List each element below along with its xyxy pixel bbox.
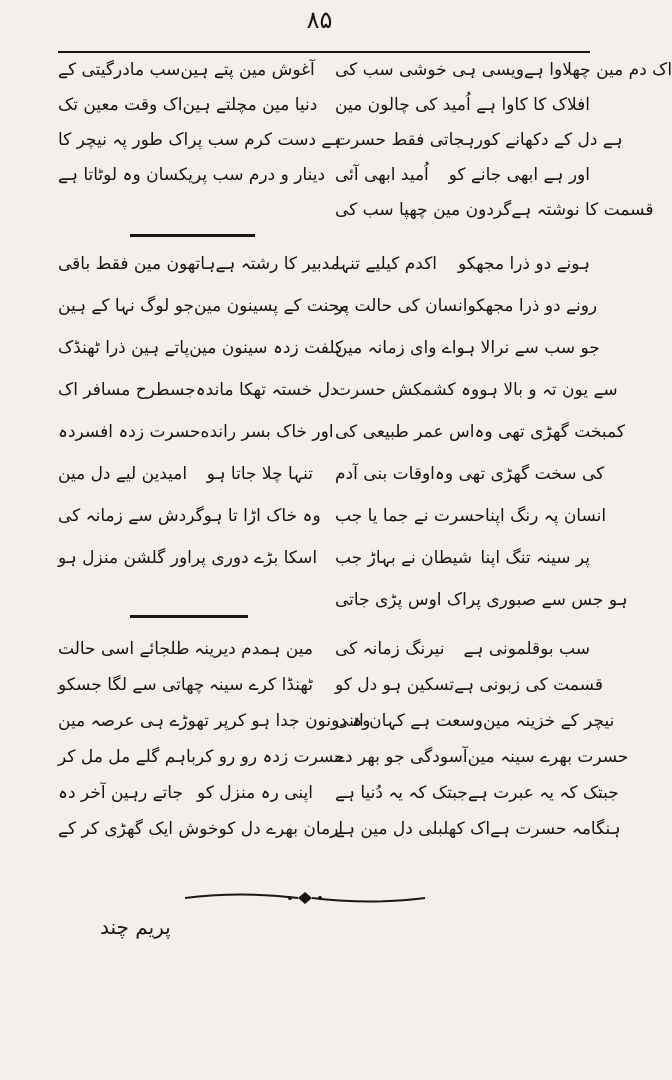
hemistich-fragment: اے وای زمانہ مین xyxy=(335,338,457,358)
hemistich-fragment: امیدین لیے دل مین xyxy=(58,464,188,484)
divider-2 xyxy=(130,615,248,618)
verse-line xyxy=(58,167,590,184)
hemistich-fragment: دل خستہ تھکا ماندہ xyxy=(195,380,338,400)
hemistich-fragment: ہنگامہ حسرت ہے xyxy=(490,819,621,839)
hemistich-fragment: اور ہے ابھی جانے کو xyxy=(448,165,590,185)
verse-line xyxy=(58,130,623,150)
hemistich-fragment: کی سخت گھڑی تھی وہ xyxy=(434,464,605,484)
misra-right xyxy=(58,422,334,442)
misra-left xyxy=(335,747,629,767)
hemistich-fragment: پر تھوڑے ہی عرصہ مین xyxy=(58,711,229,731)
hemistich-fragment: ہے دست کرم سب پر xyxy=(188,130,342,150)
hemistich-fragment: اوقات بنی آدم xyxy=(335,464,435,484)
hemistich-fragment: آسودگی جو بھر دے xyxy=(335,747,468,767)
verse-line xyxy=(58,783,619,803)
hemistich-fragment: حسرت زدہ رو رو کر xyxy=(195,747,345,767)
hemistich-fragment: باہم گلے مل مل کر xyxy=(58,747,196,767)
misra-right xyxy=(58,548,318,568)
misra-right xyxy=(58,785,313,802)
hemistich-fragment: ارمان بھرے دل کو xyxy=(218,819,344,839)
misra-left xyxy=(335,60,672,80)
hemistich-fragment: اور خاک بسر رانده xyxy=(200,422,334,442)
hemistich-fragment: ٹھنڈا کرے سینہ xyxy=(208,675,313,695)
hemistich-fragment: کمبخت گھڑی تھی وہ xyxy=(474,422,625,442)
misra-left xyxy=(335,380,618,400)
hemistich-fragment: رونے دو ذرا مجھکو xyxy=(467,296,598,316)
verse-line xyxy=(58,380,618,400)
hemistich-fragment: قسمت کا نوشتہ ہے xyxy=(511,200,654,220)
hemistich-fragment: اکدم کیلیے تنہا xyxy=(335,254,438,274)
hemistich-fragment: اک وقت معین تک xyxy=(58,95,183,115)
hemistich-fragment: حسرت نے جما یا جب xyxy=(335,506,485,526)
misra-left xyxy=(335,711,615,731)
verse-line xyxy=(58,200,654,220)
hemistich-fragment: تسکین ہو دل کو xyxy=(335,675,455,695)
hemistich-fragment: قسمت کی زبونی ہے xyxy=(454,675,603,695)
misra-left xyxy=(335,783,619,803)
verse-line xyxy=(58,338,600,358)
misra-left xyxy=(335,641,590,658)
hemistich-fragment: جاتے رہین آخر دہ xyxy=(58,783,183,803)
hemistich-fragment: اک طور پہ نیچر کا xyxy=(58,130,189,150)
verse-line xyxy=(58,97,590,114)
hemistich-fragment: وہ خاک اڑا تا ہو xyxy=(203,506,321,526)
misra-right xyxy=(58,506,321,526)
hemistich-fragment: افلاک کا کاوا ہے xyxy=(476,95,590,115)
hemistich-fragment: اسکا بڑے دوری پر xyxy=(191,548,318,568)
hemistich-fragment: ہے دل کے دکھانے کو xyxy=(482,130,623,150)
misra-right xyxy=(58,677,313,694)
hemistich-fragment: پر سینہ تنگ اپنا xyxy=(480,548,590,568)
signature: پریم چند xyxy=(100,915,171,939)
hemistich-fragment: اُمید ابھی آئی xyxy=(335,165,429,185)
misra-left xyxy=(335,675,603,695)
misra-left xyxy=(335,338,600,358)
verse-line xyxy=(58,675,603,695)
page-number: ۸۵ xyxy=(306,6,333,34)
hemistich-fragment: اپنی رہ منزل کو xyxy=(197,783,313,803)
misra-left xyxy=(335,819,621,839)
misra-left xyxy=(335,464,605,484)
hemistich-fragment: یکسان وہ لوٹاتا ہے xyxy=(58,165,194,185)
misra-left xyxy=(335,167,590,184)
misra-right xyxy=(335,590,628,610)
misra-left xyxy=(335,296,598,316)
top-rule xyxy=(58,51,590,53)
misra-right xyxy=(58,130,342,150)
misra-right xyxy=(58,466,313,483)
hemistich-fragment: وہ کشمکش حسرت xyxy=(335,380,480,400)
misra-right xyxy=(58,296,349,316)
hemistich-fragment: تنہا چلا جاتا ہو xyxy=(206,464,313,484)
hemistich-fragment: ویسی ہی خوشی سب کی xyxy=(335,60,524,80)
hemistich-fragment: خوش ایک گھڑی کر کے xyxy=(58,819,219,839)
hemistich-fragment: اور گلشن منزل ہو xyxy=(58,548,192,568)
hemistich-fragment: شیطان نے بہاڑ جب xyxy=(335,548,473,568)
verse-line xyxy=(58,296,598,316)
misra-right xyxy=(335,200,654,220)
hemistich-fragment: دنیا مین مچلتے ہین xyxy=(182,95,318,115)
verse-line xyxy=(58,711,615,731)
hemistich-fragment: اک کھلبلی دل مین ہے xyxy=(335,819,491,839)
hemistich-fragment: وسعت ہے کہان اتنی xyxy=(335,711,483,731)
hemistich-fragment: انسان پہ رنگ اپنا xyxy=(485,506,607,526)
misra-right xyxy=(58,165,326,185)
verse-line xyxy=(58,464,605,484)
misra-left xyxy=(335,130,623,150)
misra-left xyxy=(335,550,590,567)
hemistich-fragment: نیچر کے خزینہ مین xyxy=(482,711,615,731)
hemistich-fragment: کلفت زدہ سینون مین xyxy=(189,338,344,358)
verse-line xyxy=(58,506,607,526)
verse-line xyxy=(58,422,625,442)
hemistich-fragment: ہو جس سے صبوری پر xyxy=(466,590,628,610)
verse-line xyxy=(58,256,590,273)
misra-right xyxy=(58,62,313,79)
divider-1 xyxy=(130,234,255,237)
hemistich-fragment: مین ہمدم دیرینہ xyxy=(194,639,313,659)
hemistich-fragment: اک اوس پڑی جاتی xyxy=(335,590,467,610)
verse-line xyxy=(58,60,672,80)
misra-left xyxy=(335,256,590,273)
misra-right xyxy=(58,641,313,658)
hemistich-fragment: سے یون تہ و بالا ہو xyxy=(479,380,618,400)
hemistich-fragment: ہاتھون مین فقط باقی xyxy=(58,254,216,274)
misra-right xyxy=(58,380,338,400)
hemistich-fragment: گردون مین چھپا سب کی xyxy=(335,200,512,220)
hemistich-fragment: حسرت زدہ افسردہ xyxy=(58,422,201,442)
hemistich-fragment: جو لوگ نہا کے ہین xyxy=(58,296,195,316)
hemistich-fragment: وہ دونون جدا ہو کر xyxy=(228,711,371,731)
misra-right xyxy=(58,819,344,839)
hemistich-fragment: انسان کی حالت پر xyxy=(335,296,468,316)
hemistich-fragment: آغوش مین پتے ہین xyxy=(180,60,315,80)
hemistich-fragment: دینار و درم سب پر xyxy=(193,165,326,185)
hemistich-fragment: پاتے ہین ذرا ٹھنڈک xyxy=(58,338,190,358)
hemistich-fragment: جسطرح مسافر اک xyxy=(58,380,196,400)
misra-right xyxy=(58,338,344,358)
hemistich-fragment: اک دم مین چھلاوا ہے xyxy=(523,60,672,80)
hemistich-fragment: سب مادرگیتی کے xyxy=(58,60,181,80)
hemistich-fragment: محنت کے پسینون مین xyxy=(194,296,349,316)
misra-left xyxy=(335,422,625,442)
hemistich-fragment: گردش سے زمانہ کی xyxy=(58,506,204,526)
hemistich-fragment: حسرت بھرے سینہ مین xyxy=(467,747,629,767)
hemistich-fragment: نیرنگ زمانہ کی xyxy=(335,639,445,659)
misra-left xyxy=(335,97,590,114)
hemistich-fragment: اس عمر طبیعی کی xyxy=(335,422,475,442)
hemistich-fragment: چھاتی سے لگا جسکو xyxy=(58,675,205,695)
hemistich-fragment: اُمید کی چالون مین xyxy=(335,95,471,115)
verse-line xyxy=(58,747,629,767)
misra-left xyxy=(335,506,607,526)
misra-right xyxy=(58,711,371,731)
hemistich-fragment: جبتک کہ یہ دُنیا ہے xyxy=(335,783,468,803)
hemistich-fragment: مدبیر کا رشتہ ہے xyxy=(215,254,340,274)
verse-line xyxy=(58,819,621,839)
hemistich-fragment: ہونے دو ذرا مجھکو xyxy=(457,254,590,274)
hemistich-fragment: سب بوقلمونی ہے xyxy=(463,639,590,659)
hemistich-fragment: رہجاتی فقط حسرت xyxy=(335,130,483,150)
verse-line xyxy=(58,550,590,567)
misra-right xyxy=(58,747,345,767)
verse-line xyxy=(58,641,590,658)
hemistich-fragment: جو سب سے نرالا ہو xyxy=(456,338,600,358)
ornament-divider xyxy=(180,888,430,908)
misra-right xyxy=(58,254,340,274)
misra-right xyxy=(58,95,318,115)
hemistich-fragment: طلجائے اسی حالت xyxy=(58,639,190,659)
verse-line xyxy=(58,590,628,610)
hemistich-fragment: جبتک کہ یہ عبرت ہے xyxy=(467,783,619,803)
